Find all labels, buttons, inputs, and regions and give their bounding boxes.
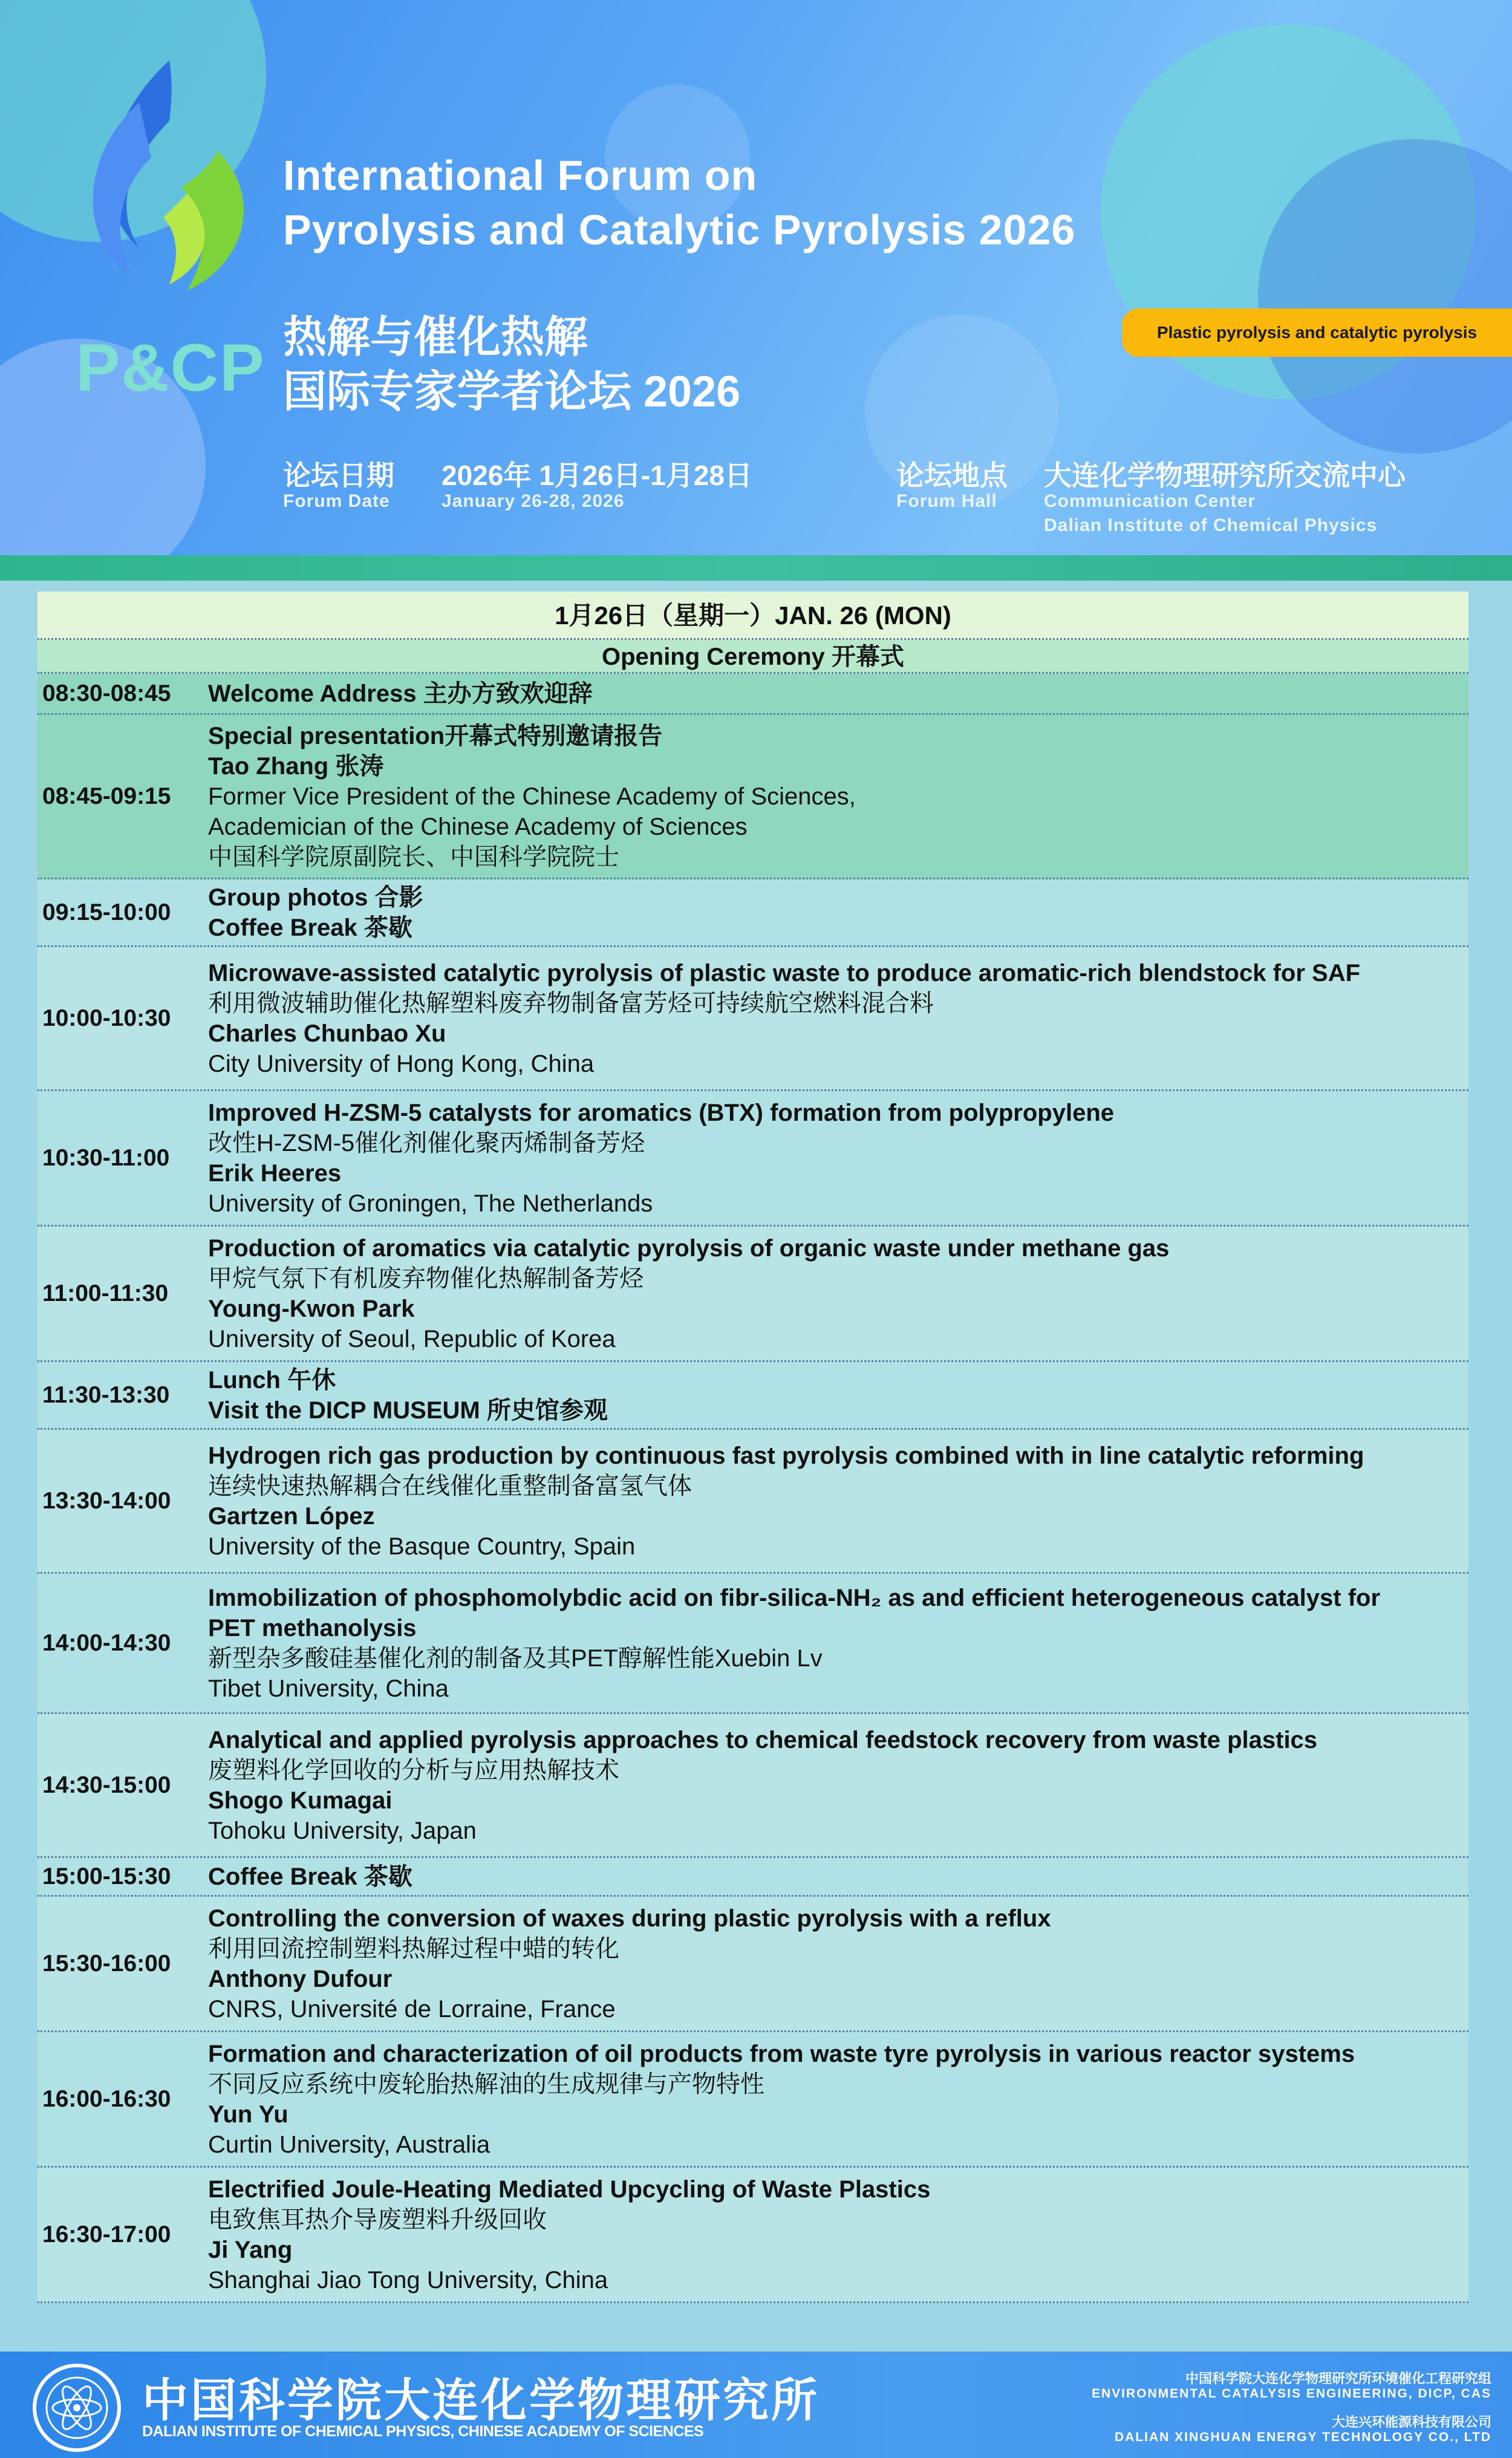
footer-org-en: DALIAN INSTITUTE OF CHEMICAL PHYSICS, CHINESE ACADEMY OF SCIENCES bbox=[142, 2423, 704, 2440]
row-content bbox=[208, 1365, 1456, 1426]
schedule-row bbox=[37, 2168, 1468, 2303]
row-detail-line: Former Vice President of the Chinese Academy of Sciences, bbox=[208, 783, 856, 810]
row-time: 16:00-16:30 bbox=[42, 2085, 171, 2112]
row-detail-line: CNRS, Université de Lorraine, France bbox=[208, 1995, 616, 2023]
title-en-line1: International Forum on bbox=[283, 152, 758, 199]
row-detail-line: 电致焦耳热介导废塑料升级回收 bbox=[208, 2206, 547, 2233]
date-value-en: January 26-28, 2026 bbox=[442, 491, 625, 511]
row-time: 16:30-17:00 bbox=[42, 2221, 171, 2248]
row-detail-line: 废塑料化学回收的分析与应用热解技术 bbox=[208, 1756, 619, 1784]
row-heading-line: Shogo Kumagai bbox=[208, 1787, 393, 1814]
header-divider bbox=[0, 555, 1512, 581]
day-header bbox=[37, 592, 1468, 640]
row-time: 15:00-15:30 bbox=[42, 1863, 171, 1889]
schedule-row bbox=[37, 947, 1468, 1091]
row-time: 10:00-10:30 bbox=[42, 1005, 171, 1031]
title-cn-line2: 国际专家学者论坛 2026 bbox=[283, 368, 741, 416]
date-label-cn: 论坛日期 bbox=[283, 460, 394, 491]
row-heading-line: Erik Heeres bbox=[208, 1159, 342, 1187]
row-content bbox=[208, 1903, 1456, 2024]
title-cn-line1: 热解与催化热解 bbox=[283, 313, 588, 362]
row-heading-line: Production of aromatics via catalytic pyrolysis of organic waste under methane gas bbox=[208, 1234, 1170, 1262]
schedule-row bbox=[37, 1714, 1468, 1858]
row-detail-line: University of Groningen, The Netherlands bbox=[208, 1190, 653, 1217]
row-heading-line: Welcome Address 主办方致欢迎辞 bbox=[208, 680, 593, 707]
row-time: 15:30-16:00 bbox=[42, 1950, 171, 1977]
row-content bbox=[208, 2174, 1456, 2295]
row-detail-line: City University of Hong Kong, China bbox=[208, 1050, 595, 1077]
title-en-line2: Pyrolysis and Catalytic Pyrolysis 2026 bbox=[283, 206, 1076, 253]
row-time: 10:30-11:00 bbox=[42, 1144, 170, 1171]
row-heading-line: Coffee Break 茶歇 bbox=[208, 914, 412, 941]
footer-right2-cn: 大连兴环能源科技有限公司 bbox=[1331, 2414, 1491, 2430]
row-heading-line: Electrified Joule-Heating Mediated Upcycling of Waste Plastics bbox=[208, 2176, 931, 2203]
row-heading-line: Anthony Dufour bbox=[208, 1965, 393, 1992]
row-detail-line: Academician of the Chinese Academy of Sciences bbox=[208, 813, 748, 840]
row-time: 11:00-11:30 bbox=[42, 1280, 169, 1306]
row-heading-line: Yun Yu bbox=[208, 2101, 288, 2128]
row-heading-line: Microwave-assisted catalytic pyrolysis of plastic waste to produce aromatic-rich blendstock for SAF bbox=[208, 959, 1361, 986]
row-heading-line: Lunch 午休 bbox=[208, 1366, 336, 1394]
logo-text: P&CP bbox=[76, 331, 266, 405]
row-detail-line: Shanghai Jiao Tong University, China bbox=[208, 2266, 608, 2293]
row-time: 14:00-14:30 bbox=[42, 1629, 171, 1656]
row-content bbox=[208, 1725, 1456, 1846]
schedule-row bbox=[37, 1091, 1468, 1227]
row-detail-line: Tibet University, China bbox=[208, 1675, 449, 1702]
session-header-text: Opening Ceremony 开幕式 bbox=[601, 644, 905, 670]
schedule-row bbox=[37, 1362, 1468, 1430]
row-content bbox=[208, 721, 1456, 872]
row-content bbox=[208, 882, 1456, 943]
schedule-row bbox=[37, 715, 1468, 879]
footer-right1-cn: 中国科学院大连化学物理研究所环境催化工程研究组 bbox=[1185, 2371, 1491, 2386]
row-time: 08:30-08:45 bbox=[42, 680, 171, 706]
row-heading-line: Controlling the conversion of waxes during plastic pyrolysis with a reflux bbox=[208, 1905, 1051, 1932]
venue-value-en1: Communication Center bbox=[1044, 491, 1256, 511]
row-heading-line: Group photos 合影 bbox=[208, 884, 423, 911]
schedule-row bbox=[37, 1858, 1468, 1897]
day-header-text: 1月26日（星期一）JAN. 26 (MON) bbox=[555, 601, 951, 630]
row-time: 14:30-15:00 bbox=[42, 1772, 171, 1798]
row-heading-line: Special presentation开幕式特别邀请报告 bbox=[208, 722, 663, 749]
row-detail-line: University of the Basque Country, Spain bbox=[208, 1533, 636, 1560]
row-detail-line: University of Seoul, Republic of Korea bbox=[208, 1325, 616, 1352]
row-heading-line: Gartzen López bbox=[208, 1502, 375, 1530]
row-heading-line: Charles Chunbao Xu bbox=[208, 1020, 446, 1047]
row-content bbox=[208, 1583, 1456, 1704]
header-banner bbox=[0, 0, 1512, 581]
row-content bbox=[208, 1098, 1456, 1219]
row-detail-line: 中国科学院原副院长、中国科学院院士 bbox=[208, 843, 619, 870]
footer-right1-en: ENVIRONMENTAL CATALYSIS ENGINEERING, DICP, CAS bbox=[1091, 2387, 1491, 2401]
row-time: 08:45-09:15 bbox=[42, 783, 171, 809]
schedule-row bbox=[37, 674, 1468, 715]
row-heading-line: Formation and characterization of oil products from waste tyre pyrolysis in various reactor systems bbox=[208, 2040, 1355, 2067]
schedule-row bbox=[37, 1227, 1468, 1362]
footer-banner bbox=[0, 2352, 1512, 2458]
schedule-table bbox=[37, 592, 1468, 2303]
session-header bbox=[37, 640, 1468, 674]
venue-value-en2: Dalian Institute of Chemical Physics bbox=[1044, 515, 1378, 535]
row-detail-line: Tohoku University, Japan bbox=[208, 1817, 477, 1844]
date-value-cn: 2026年 1月26日-1月28日 bbox=[442, 460, 752, 491]
footer-org-cn: 中国科学院大连化学物理研究所 bbox=[142, 2373, 820, 2427]
row-heading-line: Improved H-ZSM-5 catalysts for aromatics (BTX) formation from polypropylene bbox=[208, 1099, 1115, 1126]
row-detail-line: 甲烷气氛下有机废弃物催化热解制备芳烃 bbox=[208, 1265, 644, 1292]
row-heading-line: PET methanolysis bbox=[208, 1614, 417, 1641]
row-heading-line: Analytical and applied pyrolysis approaches to chemical feedstock recovery from waste plastics bbox=[208, 1726, 1318, 1753]
row-detail-line: 新型杂多酸硅基催化剂的制备及其PET醇解性能Xuebin Lv bbox=[208, 1645, 823, 1672]
row-detail-line: 不同反应系统中废轮胎热解油的生成规律与产物特性 bbox=[208, 2070, 764, 2098]
flame-logo-icon bbox=[67, 48, 266, 315]
schedule-row bbox=[37, 1574, 1468, 1714]
row-heading-line: Ji Yang bbox=[208, 2236, 293, 2263]
schedule-row bbox=[37, 1430, 1468, 1574]
topic-tag: Plastic pyrolysis and catalytic pyrolysis bbox=[1122, 308, 1512, 357]
row-detail-line: 改性H-ZSM-5催化剂催化聚丙烯制备芳烃 bbox=[208, 1129, 645, 1156]
row-content bbox=[208, 679, 1456, 709]
row-content bbox=[208, 1233, 1456, 1354]
row-time: 09:15-10:00 bbox=[42, 899, 171, 925]
row-heading-line: Hydrogen rich gas production by continuous fast pyrolysis combined with in line catalytic reforming bbox=[208, 1442, 1364, 1469]
venue-label-en: Forum Hall bbox=[896, 491, 997, 511]
row-detail-line: 利用微波辅助催化热解塑料废弃物制备富芳烃可持续航空燃料混合料 bbox=[208, 989, 934, 1017]
row-heading-line: Visit the DICP MUSEUM 所史馆参观 bbox=[208, 1397, 608, 1424]
row-content bbox=[208, 2039, 1456, 2160]
row-heading-line: Immobilization of phosphomolybdic acid on fibr-silica-NH₂ as and efficient heterogeneous catalyst for bbox=[208, 1584, 1381, 1611]
row-content bbox=[208, 1441, 1456, 1562]
venue-value-cn: 大连化学物理研究所交流中心 bbox=[1044, 460, 1406, 491]
row-content bbox=[208, 958, 1456, 1079]
row-detail-line: Curtin University, Australia bbox=[208, 2131, 490, 2158]
row-detail-line: 利用回流控制塑料热解过程中蜡的转化 bbox=[208, 1935, 619, 1962]
row-detail-line: 连续快速热解耦合在线催化重整制备富氢气体 bbox=[208, 1472, 692, 1499]
row-time: 11:30-13:30 bbox=[42, 1381, 170, 1408]
venue-label-cn: 论坛地点 bbox=[896, 460, 1008, 491]
schedule-row bbox=[37, 879, 1468, 947]
dicp-seal-icon bbox=[31, 2362, 122, 2453]
schedule-row bbox=[37, 1897, 1468, 2032]
schedule-row bbox=[37, 2032, 1468, 2168]
row-content bbox=[208, 1862, 1456, 1892]
footer-right2-en: DALIAN XINGHUAN ENERGY TECHNOLOGY CO., LTD bbox=[1114, 2430, 1491, 2444]
schedule-rows bbox=[37, 674, 1468, 2303]
row-heading-line: Young-Kwon Park bbox=[208, 1295, 415, 1322]
row-time: 13:30-14:00 bbox=[42, 1487, 171, 1514]
date-label-en: Forum Date bbox=[283, 491, 390, 511]
row-heading-line: Tao Zhang 张涛 bbox=[208, 752, 384, 780]
row-heading-line: Coffee Break 茶歇 bbox=[208, 1863, 412, 1890]
